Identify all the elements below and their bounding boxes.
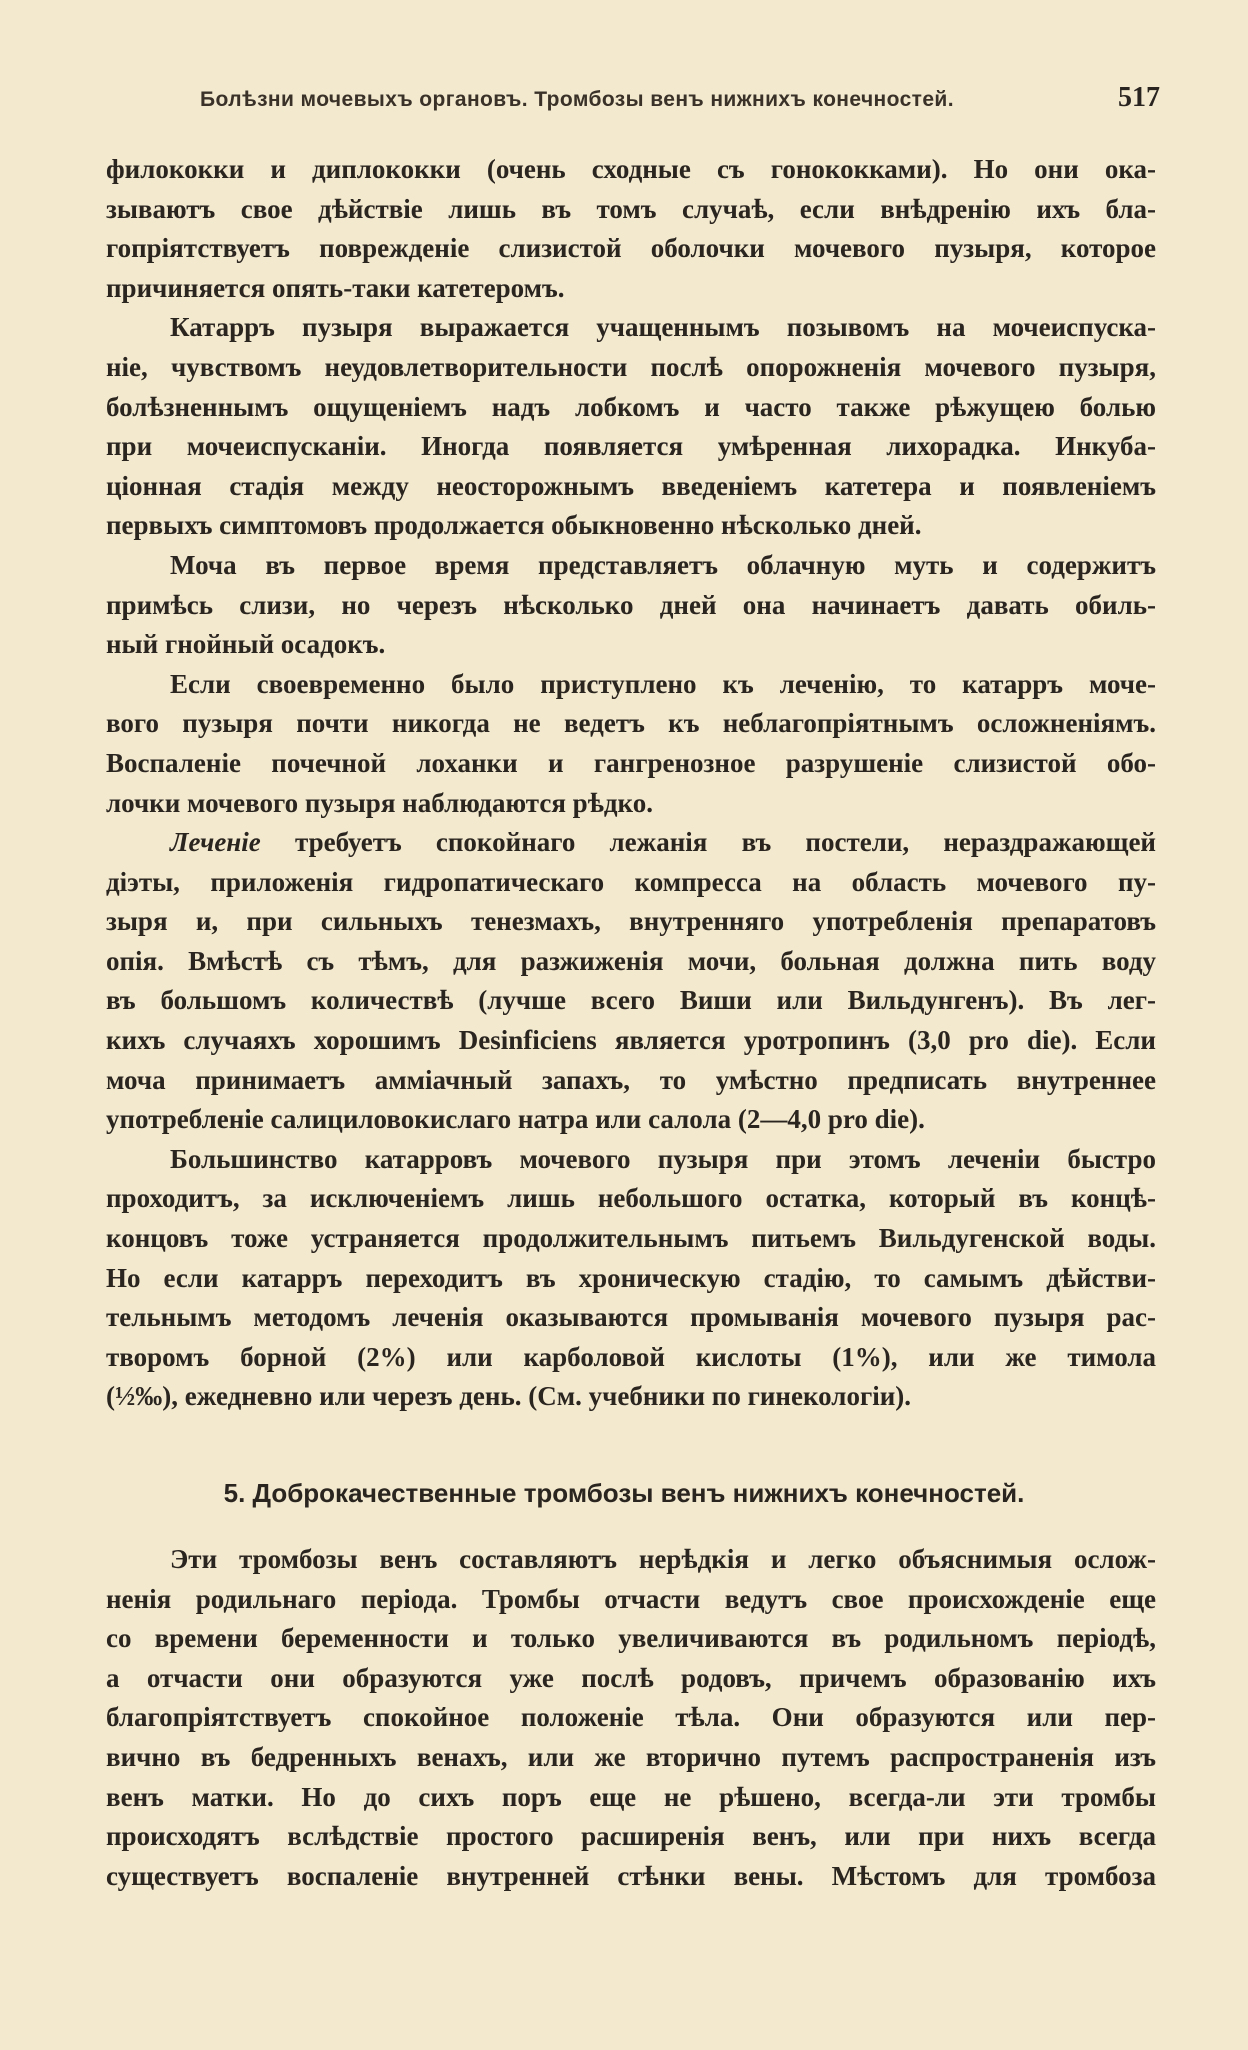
text-line: примѣсь слизи, но черезъ нѣсколько дней она начинаетъ давать обиль-	[106, 589, 1156, 620]
text-line: филококки и диплококки (очень сходные съ гонококками). Но они ока-	[106, 154, 1156, 184]
running-title: Болѣзни мочевыхъ органовъ. Тромбозы венъ нижнихъ конечностей.	[200, 88, 954, 111]
text-line: употребленіе салициловокислаго натра или салола (2—4,0 pro die).	[106, 1104, 925, 1135]
text-line: лочки мочевого пузыря наблюдаются рѣдко.	[106, 787, 654, 818]
text-line: происходятъ вслѣдствіе простого расширенія венъ, или при нихъ всегда	[106, 1821, 1156, 1852]
text-line: Моча въ первое время представляетъ облачную муть и содержитъ	[170, 549, 1156, 580]
text-line-rest: требуетъ спокойнаго лежанія въ постели, нераздражающей	[294, 827, 1156, 858]
text-line: первыхъ симптомовъ продолжается обыкновенно нѣсколько дней.	[106, 510, 922, 541]
text-line: (½‰), ежедневно или черезъ день. (См. учебники по гинекологіи).	[106, 1381, 912, 1412]
text-line: тельнымъ методомъ леченія оказываются промыванія мочевого пузыря рас-	[106, 1302, 1156, 1333]
text-line: моча принимаетъ амміачный запахъ, то умѣстно предписать внутреннее	[106, 1064, 1156, 1095]
text-line: Большинство катарровъ мочевого пузыря при этомъ леченіи быстро	[170, 1143, 1156, 1174]
text-line: причиняется опять-таки катетеромъ.	[106, 272, 565, 303]
text-line: ненія родильнаго періода. Тромбы отчасти ведутъ свое происхожденіе еще	[106, 1583, 1156, 1614]
text-line: Но если катарръ переходитъ въ хроническую стадію, то самымъ дѣйстви-	[106, 1262, 1156, 1293]
running-header	[200, 82, 1160, 122]
text-line: ціонная стадія между неосторожнымъ введеніемъ катетера и появленіемъ	[106, 470, 1156, 501]
text-line: Катарръ пузыря выражается учащеннымъ позывомъ на мочеиспуска-	[170, 312, 1156, 343]
text-line: а отчасти они образуются уже послѣ родовъ, причемъ образованію ихъ	[106, 1662, 1156, 1693]
text-line: зыря и, при сильныхъ тенезмахъ, внутренняго употребленія препаратовъ	[106, 906, 1156, 937]
italic-term: Леченіе	[170, 827, 261, 858]
text-line: благопріятствуетъ спокойное положеніе тѣла. Они образуются или пер-	[106, 1702, 1156, 1733]
body-text-upper	[106, 150, 1156, 1417]
text-line	[106, 823, 1156, 863]
page-number: 517	[1118, 82, 1160, 113]
text-line: концовъ тоже устраняется продолжительнымъ питьемъ Вильдугенской воды.	[106, 1223, 1156, 1254]
text-line: венъ матки. Но до сихъ поръ еще не рѣшено, всегда-ли эти тромбы	[106, 1781, 1156, 1812]
text-line: опія. Вмѣстѣ съ тѣмъ, для разжиженія мочи, больная должна пить воду	[106, 945, 1156, 976]
text-line: кихъ случаяхъ хорошимъ Desinficiens является уротропинъ (3,0 pro die). Если	[106, 1025, 1156, 1056]
text-line: творомъ борной (2%) или карболовой кислоты (1%), или же тимола	[106, 1341, 1156, 1372]
text-line: въ большомъ количествѣ (лучше всего Виши или Вильдунгенъ). Въ лег-	[106, 985, 1156, 1016]
text-line: зываютъ свое дѣйствіе лишь въ томъ случаѣ, если внѣдренію ихъ бла-	[106, 193, 1156, 224]
text-line: проходитъ, за исключеніемъ лишь небольшого остатка, который въ концѣ-	[106, 1183, 1156, 1214]
text-line: Воспаленіе почечной лоханки и гангренозное разрушеніе слизистой обо-	[106, 747, 1156, 778]
text-line: со времени беременности и только увеличиваются въ родильномъ періодѣ,	[106, 1623, 1156, 1654]
text-line: Если своевременно было приступлено къ леченію, то катарръ моче-	[170, 668, 1156, 699]
text-line: существуетъ воспаленіе внутренней стѣнки вены. Мѣстомъ для тромбоза	[106, 1860, 1156, 1891]
text-line: болѣзненнымъ ощущеніемъ надъ лобкомъ и часто также рѣжущею болью	[106, 391, 1156, 422]
text-line: гопріятствуетъ поврежденіе слизистой оболочки мочевого пузыря, которое	[106, 233, 1156, 264]
text-line: вого пузыря почти никогда не ведетъ къ неблагопріятнымъ осложненіямъ.	[106, 708, 1156, 739]
text-line: ніе, чувствомъ неудовлетворительности послѣ опорожненія мочевого пузыря,	[106, 351, 1156, 382]
text-line: при мочеиспусканіи. Иногда появляется умѣренная лихорадка. Инкуба-	[106, 431, 1156, 462]
text-line: діэты, приложенія гидропатическаго компресса на область мочевого пу-	[106, 866, 1156, 897]
section-heading: 5. Доброкачественные тромбозы венъ нижнихъ конечностей.	[223, 1478, 1025, 1508]
body-text-lower	[106, 1540, 1156, 1896]
text-line: ный гнойный осадокъ.	[106, 629, 386, 660]
text-line: вично въ бедренныхъ венахъ, или же вторично путемъ распространенія изъ	[106, 1741, 1156, 1772]
text-line: Эти тромбозы венъ составляютъ нерѣдкія и легко объяснимыя ослож-	[170, 1544, 1156, 1574]
